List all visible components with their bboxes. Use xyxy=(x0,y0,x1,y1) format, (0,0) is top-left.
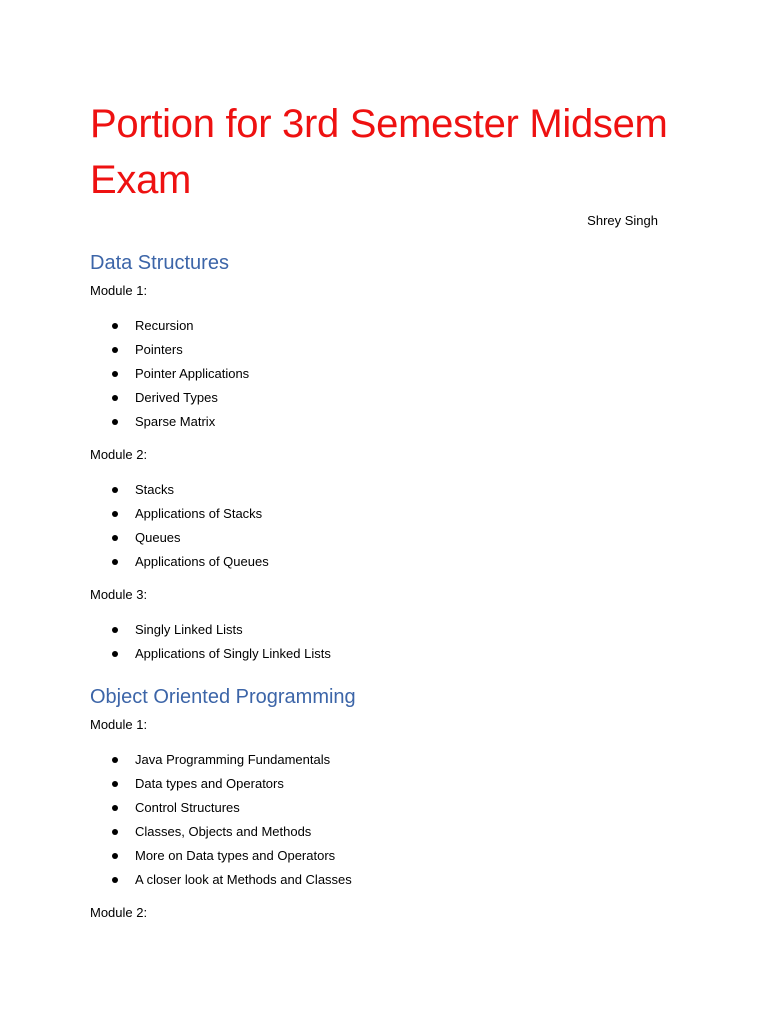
topic-text: Stacks xyxy=(135,482,175,497)
topic-text: Sparse Matrix xyxy=(135,414,216,429)
list-item xyxy=(90,478,678,502)
bullet-icon xyxy=(112,487,118,493)
bullet-icon xyxy=(112,511,118,517)
topic-list xyxy=(90,618,678,666)
bullet-icon xyxy=(112,535,118,541)
topic-text: More on Data types and Operators xyxy=(135,848,336,863)
bullet-icon xyxy=(112,877,118,883)
topic-list xyxy=(90,748,678,892)
topic-text: Recursion xyxy=(135,318,194,333)
bullet-icon xyxy=(112,781,118,787)
topic-text: Pointers xyxy=(135,342,183,357)
topic-text: Singly Linked Lists xyxy=(135,622,243,637)
list-item xyxy=(90,844,678,868)
topic-text: Derived Types xyxy=(135,390,218,405)
module-label: Module 2: xyxy=(90,447,148,462)
document-title: Portion for 3rd Semester Midsem Exam xyxy=(90,102,668,202)
list-item xyxy=(90,526,678,550)
bullet-icon xyxy=(112,419,118,425)
topic-text: Pointer Applications xyxy=(135,366,250,381)
module-label: Module 1: xyxy=(90,717,148,732)
section-heading-object-oriented-programming: Object Oriented Programming xyxy=(90,686,356,708)
list-item xyxy=(90,502,678,526)
topic-text: Queues xyxy=(135,530,181,545)
list-item xyxy=(90,362,678,386)
topic-text: A closer look at Methods and Classes xyxy=(135,872,352,887)
bullet-icon xyxy=(112,651,118,657)
topic-text: Classes, Objects and Methods xyxy=(135,824,312,839)
section-heading-data-structures: Data Structures xyxy=(90,252,229,274)
list-item xyxy=(90,386,678,410)
topic-text: Data types and Operators xyxy=(135,776,284,791)
list-item xyxy=(90,748,678,772)
bullet-icon xyxy=(112,323,118,329)
bullet-icon xyxy=(112,805,118,811)
topic-list xyxy=(90,314,678,434)
bullet-icon xyxy=(112,829,118,835)
bullet-icon xyxy=(112,627,118,633)
list-item xyxy=(90,820,678,844)
bullet-icon xyxy=(112,347,118,353)
module-label: Module 2: xyxy=(90,905,148,920)
bullet-icon xyxy=(112,559,118,565)
topic-text: Control Structures xyxy=(135,800,240,815)
topic-text: Java Programming Fundamentals xyxy=(135,752,331,767)
bullet-icon xyxy=(112,853,118,859)
list-item xyxy=(90,772,678,796)
list-item xyxy=(90,314,678,338)
list-item xyxy=(90,642,678,666)
list-item xyxy=(90,618,678,642)
bullet-icon xyxy=(112,395,118,401)
list-item xyxy=(90,550,678,574)
bullet-icon xyxy=(112,757,118,763)
list-item xyxy=(90,796,678,820)
topic-text: Applications of Singly Linked Lists xyxy=(135,646,331,661)
topic-list xyxy=(90,478,678,574)
module-label: Module 1: xyxy=(90,283,148,298)
module-label: Module 3: xyxy=(90,587,148,602)
list-item xyxy=(90,338,678,362)
list-item xyxy=(90,868,678,892)
topic-text: Applications of Queues xyxy=(135,554,269,569)
topic-text: Applications of Stacks xyxy=(135,506,263,521)
author-name: Shrey Singh xyxy=(587,213,658,228)
list-item xyxy=(90,410,678,434)
bullet-icon xyxy=(112,371,118,377)
